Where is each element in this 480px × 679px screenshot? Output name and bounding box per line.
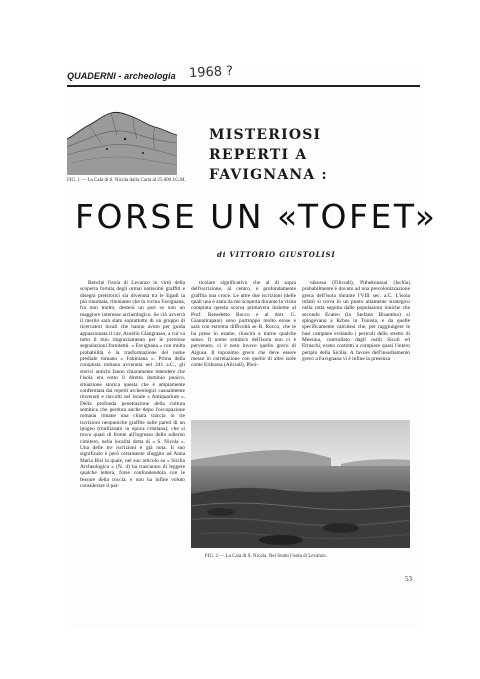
handwritten-note: 1968 ?: [188, 63, 234, 82]
article-title: FORSE UN «TOFET»: [75, 197, 438, 236]
kicker-line-2: REPERTI A FAVIGNANA :: [209, 147, 328, 183]
coast-photo-caption: FIG. 2 — La Cala di S. Nicola. Nel fondo l'isola di Levanzo.: [205, 554, 327, 559]
coastline-map-image: [67, 95, 177, 175]
article-column-2: [191, 280, 296, 406]
article-kicker: [209, 125, 419, 185]
map-figure-caption: FIG. 1 — La Cala di S. Nicola dalla Carta al 25.000 I.G.M.: [67, 178, 186, 183]
column-3-text: nikussa (Filicudi), Pithekoussai (Ischia) probabilmente è dovuto ad una precolonizzazione greca dell'isola durante l'VIII sec. a.C. L'isola infatti si trova in un punto altamente strategico nella rotta seguita dalle popolazioni ioniche che secondo Ecateo (in Stefano Bisantino) si spingevano a Krbos in Tunisia, e da quelle specificamente calcidesi che, per raggiungere le basi campane evitando i pericoli dello stretto di Messina, controllato dagli ostili Siculi ed Etruschi, erano costretti a compiere quasi l'intero periplo della Sicilia. A favore dell'insediamento greco a Favignana vi è infine la presenza: [302, 280, 410, 363]
kicker-line-1: MISTERIOSI: [209, 127, 322, 143]
section-title: QUADERNI - archeologia: [67, 71, 176, 81]
header-rule: [67, 85, 420, 87]
article-byline: di VITTORIO GIUSTOLISI: [217, 250, 336, 259]
map-figure: [67, 95, 177, 175]
coast-photo-image: [191, 420, 410, 548]
column-1-text: Benché l'isola di Levanzo in virtù della scoperta fornita degli ormai notissimi graffiti e disegni preistorici sia divenuta tra le Egadi la più rinomata, riteniamo che la vicina Favignana, fra non molto, desterà un pari se non un maggiore interesse archeologico. Se ciò avverrà il merito sarà stato soprattutto di un gruppo di ricercatori locali che hanno avuto per guida appassionata il cav. Aurelio Giangrasso, a cui va tutto il mio ringraziamento per le preziose segnalazioni fornitemi. « Favignana » con molta probabilità è la trasformazione del nome prediale romano « Fabiniana ». Prima della conquista romana avvenuta nel 241 a.C., gli storici antichi fanno chiaramente intendere che l'isola era sotto il diretto dominio punico, situazione storica questa che è ampiamente confermata dai reperti archeologici casualmente rinvenuti e raccolti nel locale « Antiquarium ». Della profonda penetrazione della cultura semitica che perdura anche dopo l'occupazione romana rimane una chiara traccia in tre iscrizioni neopuniche graffite sulle pareti di un ipogeo (riutilizzato in epoca cristiana), che si trova quasi di fronte all'ingresso dello odierno cimitero, nella località detta di « S. Nicola ». Una delle tre iscrizioni è già nota. Il suo significato è però certamente sfuggito ad Anna Maria Bisi la quale, nel suo articolo su « Sicilia Archeologica » (N. 4) ha trascurato di leggere qualche lettera, forse confondendola con le fessure della roccia, e non ha infine voluto considerare il par-: [80, 280, 185, 489]
page-header: [67, 63, 420, 89]
page-number: 53: [405, 575, 412, 583]
column-2-text: ticolare significativo che al di sopra dell'iscrizione, al centro, è profondamente graffita una croce. Le altre due iscrizioni (delle quali una è stata da me scoperta durante la visita compiuta questa scorsa primavera insieme al Prof. Benedetto Rocco e al dott. G. Giannitrapani) sono purtroppo molto erose e sarà con estrema difficoltà se B. Rocco, che le ha prese in esame, riuscirà a trarne qualche senso. Il nome semitico dell'isola non ci è pervenuto, ci è noto invece quello greco di Aigusa. Il toponimo greco che deve essere messo in correlazione con quello di altre isole come Erikussa (Alicudi), Phoi-: [191, 280, 296, 369]
article-column-1: [80, 280, 185, 620]
coast-photo-figure: [191, 420, 410, 548]
magazine-page: [67, 63, 438, 627]
article-column-3: [302, 280, 410, 406]
